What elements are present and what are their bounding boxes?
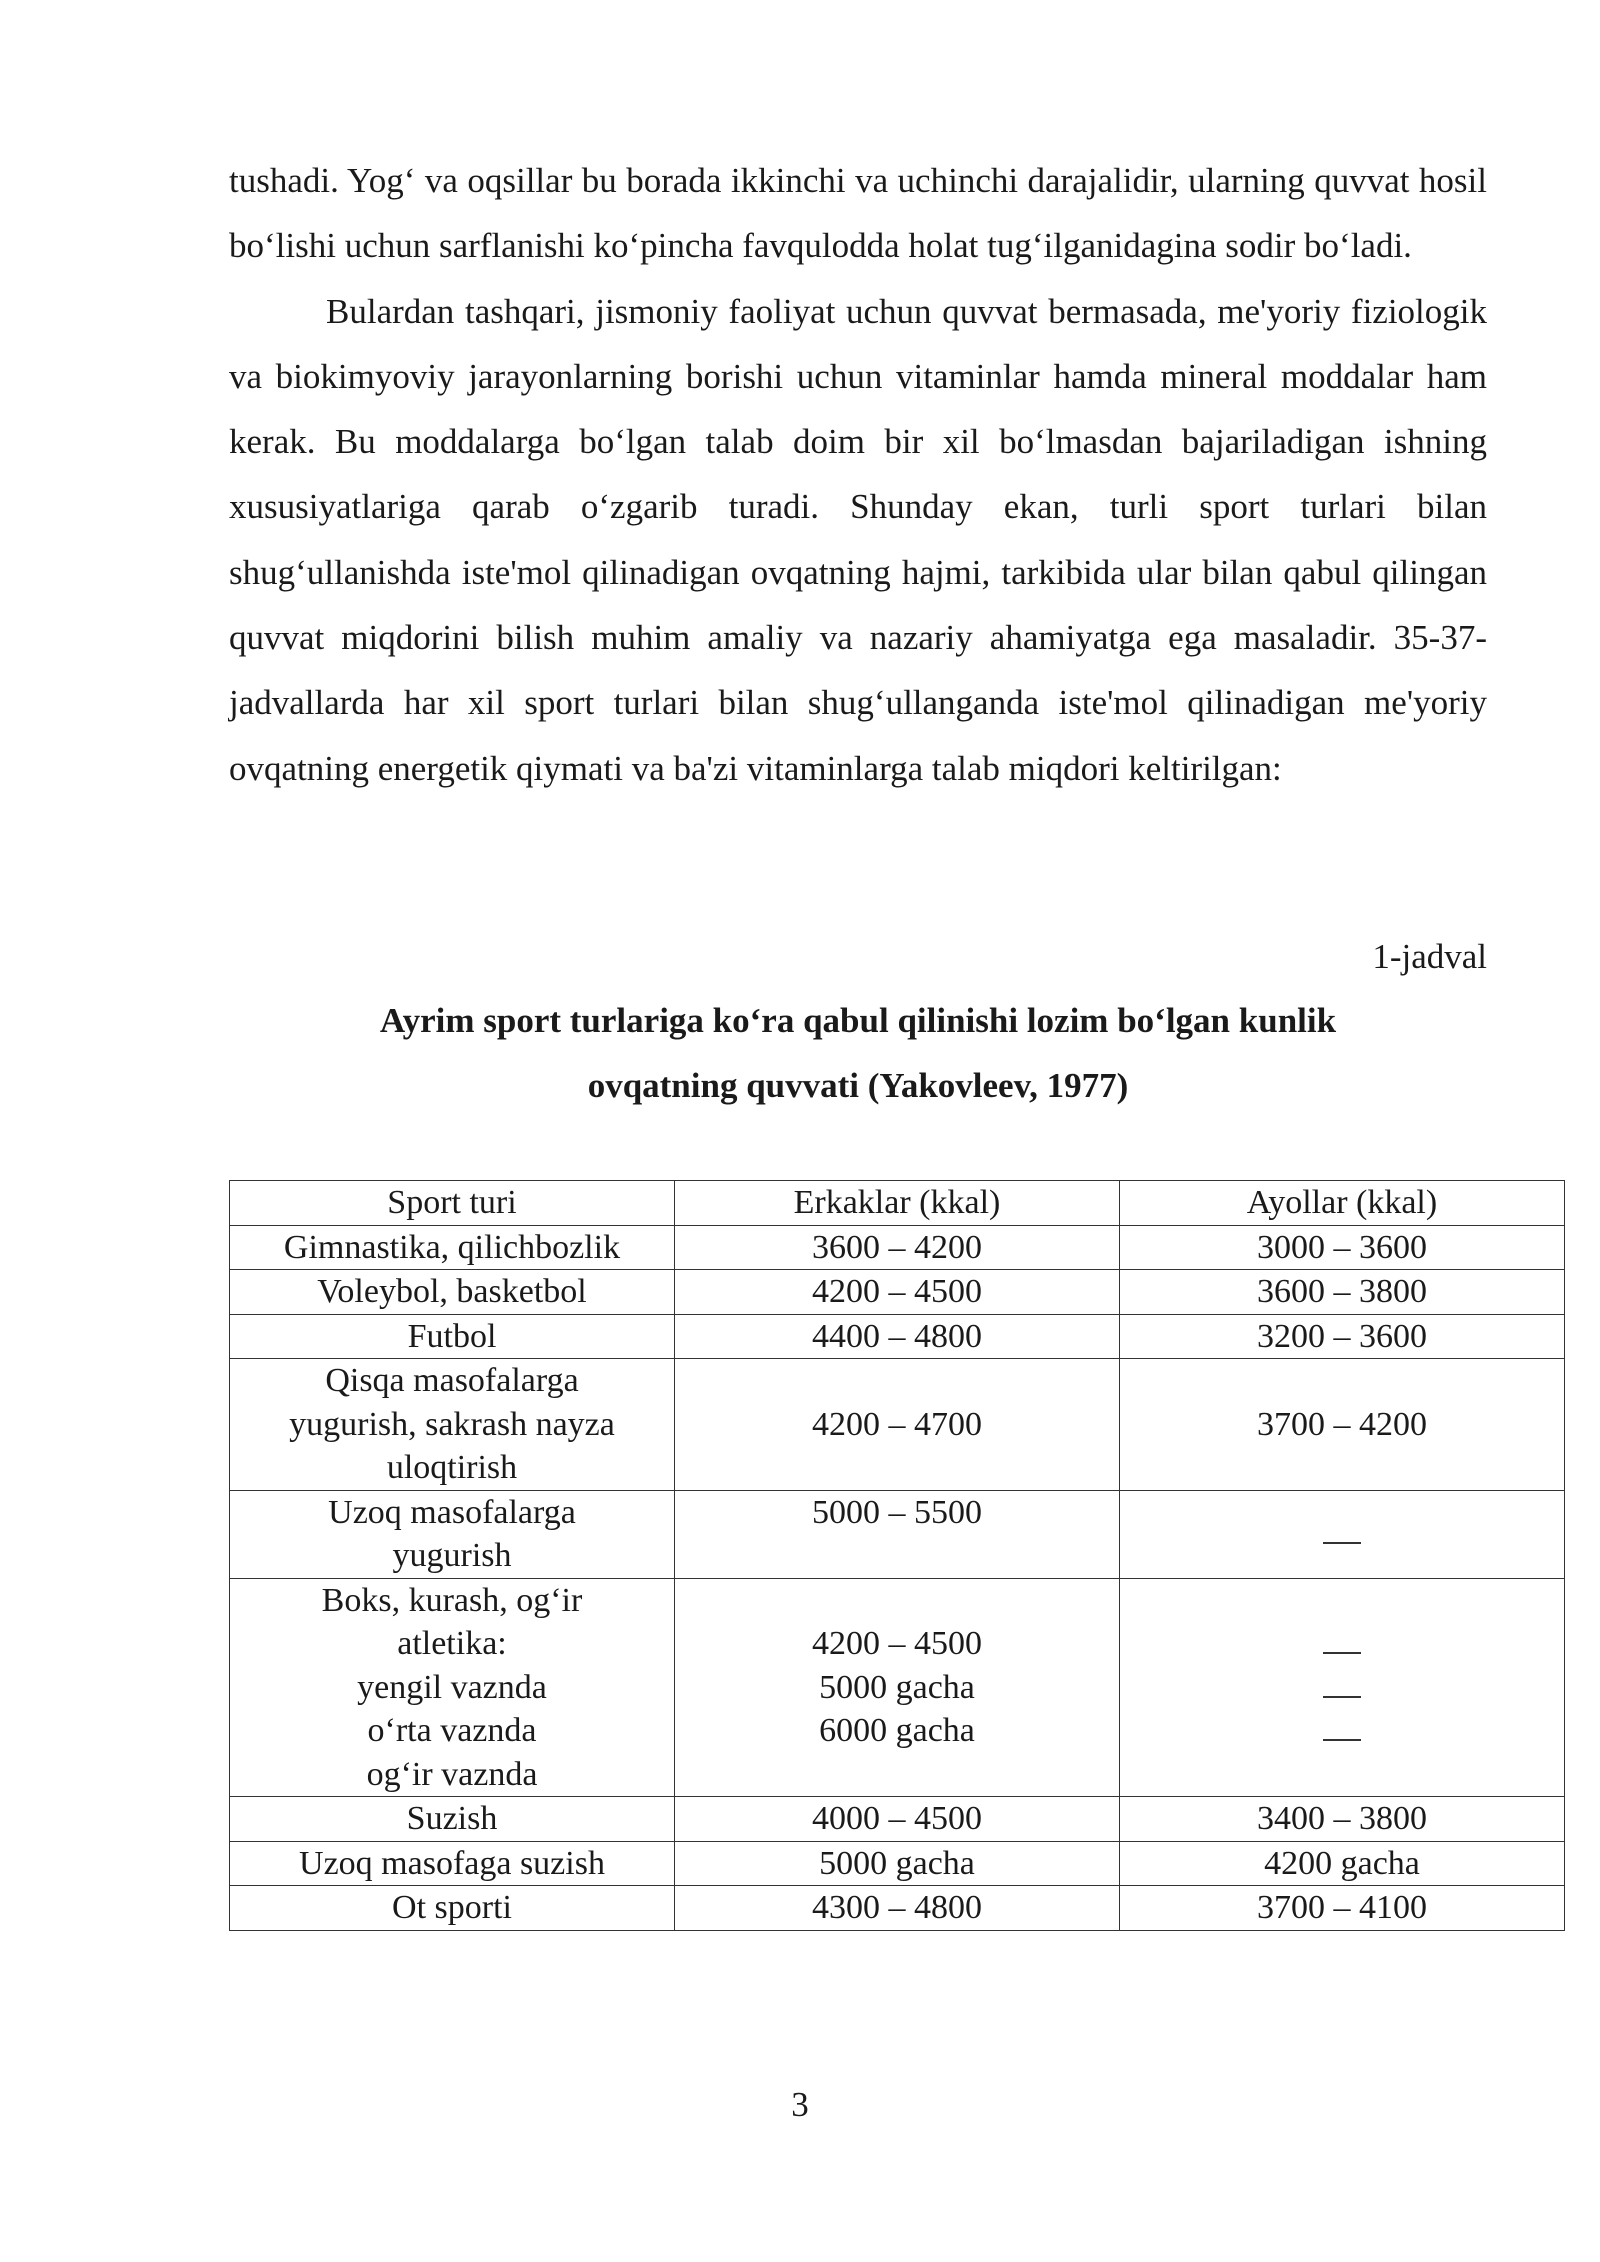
- cell-men: 3600 – 4200: [675, 1225, 1120, 1270]
- cell-women: [1120, 1490, 1565, 1578]
- dash-mark: [1323, 1524, 1361, 1544]
- table-title-line-1: Ayrim sport turlariga ko‘ra qabul qilinishi lozim bo‘lgan kunlik: [379, 1001, 1337, 1040]
- cell-sport-line: Uzoq masofalarga: [328, 1493, 576, 1531]
- body-text: [229, 148, 1487, 801]
- paragraph-continuation: tushadi. Yog‘ va oqsillar bu borada ikkinchi va uchinchi darajalidir, ularning quvvat hosil bo‘lishi uchun sarflanishi ko‘pincha favqulodda holat tug‘ilganidagina sodir bo‘ladi.: [229, 161, 1487, 266]
- cell-men-line: 5000 gacha: [819, 1668, 975, 1706]
- cell-women: 3600 – 3800: [1120, 1270, 1565, 1315]
- table-row: [230, 1490, 1565, 1578]
- cell-sport: Voleybol, basketbol: [230, 1270, 675, 1315]
- cell-sport-line: Qisqa masofalarga: [325, 1362, 579, 1399]
- cell-men: [675, 1578, 1120, 1797]
- cell-sport: [230, 1359, 675, 1491]
- cell-men: 4000 – 4500: [675, 1797, 1120, 1842]
- table-label: 1-jadval: [1372, 937, 1487, 976]
- cell-sport: Ot sporti: [230, 1886, 675, 1931]
- cell-sport-line: o‘rta vaznda: [367, 1712, 537, 1749]
- cell-sport: Futbol: [230, 1314, 675, 1359]
- cell-men: 4400 – 4800: [675, 1314, 1120, 1359]
- header-men: Erkaklar (kkal): [675, 1181, 1120, 1226]
- table-row: [230, 1270, 1565, 1315]
- table-header-row: [230, 1181, 1565, 1226]
- cell-sport-line: yengil vaznda: [357, 1668, 547, 1706]
- cell-sport: Gimnastika, qilichbozlik: [230, 1225, 675, 1270]
- cell-men: 4200 – 4700: [675, 1359, 1120, 1491]
- page-number: 3: [791, 2085, 809, 2124]
- dash-mark: [1323, 1634, 1361, 1654]
- dash-mark: [1323, 1678, 1361, 1698]
- cell-women-line: [1126, 1709, 1558, 1753]
- cell-men: 5000 gacha: [675, 1841, 1120, 1886]
- cell-women: 3400 – 3800: [1120, 1797, 1565, 1842]
- cell-sport: [230, 1490, 675, 1578]
- cell-sport-line: og‘ir vaznda: [366, 1755, 538, 1793]
- cell-men: 4200 – 4500: [675, 1270, 1120, 1315]
- table-row: [230, 1841, 1565, 1886]
- cell-men-line: 4200 – 4500: [812, 1625, 982, 1662]
- table-row: [230, 1314, 1565, 1359]
- cell-women-line: [1126, 1622, 1558, 1666]
- table-row: [230, 1359, 1565, 1491]
- dash-mark: [1323, 1721, 1361, 1741]
- cell-sport-line: Boks, kurash, og‘ir: [321, 1581, 583, 1619]
- energy-table: [229, 1180, 1565, 1931]
- cell-sport-line: yugurish, sakrash nayza: [289, 1405, 615, 1443]
- cell-sport-line: uloqtirish: [386, 1449, 518, 1486]
- cell-women-line: [1126, 1666, 1558, 1710]
- table-title-line-2: ovqatning quvvati (Yakovleev, 1977): [587, 1066, 1129, 1105]
- cell-men: 4300 – 4800: [675, 1886, 1120, 1931]
- cell-sport: Uzoq masofaga suzish: [230, 1841, 675, 1886]
- cell-women: 3700 – 4200: [1120, 1359, 1565, 1491]
- cell-men: 5000 – 5500: [675, 1490, 1120, 1578]
- header-women: Ayollar (kkal): [1120, 1181, 1565, 1226]
- cell-women: 4200 gacha: [1120, 1841, 1565, 1886]
- table-row: [230, 1886, 1565, 1931]
- cell-sport: [230, 1578, 675, 1797]
- cell-sport-line: yugurish: [392, 1537, 512, 1574]
- cell-women: 3200 – 3600: [1120, 1314, 1565, 1359]
- cell-sport-line: atletika:: [397, 1625, 507, 1662]
- table-row: [230, 1225, 1565, 1270]
- cell-women: [1120, 1578, 1565, 1797]
- cell-women: 3000 – 3600: [1120, 1225, 1565, 1270]
- header-sport: Sport turi: [230, 1181, 675, 1226]
- table-title: [229, 988, 1487, 1118]
- cell-women: 3700 – 4100: [1120, 1886, 1565, 1931]
- cell-men-line: 6000 gacha: [819, 1712, 975, 1749]
- table-row: [230, 1797, 1565, 1842]
- paragraph-vitamins: Bulardan tashqari, jismoniy faoliyat uchun quvvat bermasada, me'yoriy fiziologik va biokimyoviy jarayonlarning borishi uchun vitaminlar hamda mineral moddalar ham kerak. Bu moddalarga bo‘lgan talab doim bir xil bo‘lmasdan bajariladigan ishning xususiyatlariga qarab o‘zgarib turadi. Shunday ekan, turli sport turlari bilan shug‘ullanishda iste'mol qilinadigan ovqatning hajmi, tarkibida ular bilan qabul qilingan quvvat miqdorini bilish muhim amaliy va nazariy ahamiyatga ega masaladir. 35-37-jadvallarda har xil sport turlari bilan shug‘ullanganda iste'mol qilinadigan me'yoriy ovqatning energetik qiymati va ba'zi vitaminlarga talab miqdori keltirilgan:: [229, 291, 1487, 788]
- cell-sport: Suzish: [230, 1797, 675, 1842]
- table-row: [230, 1578, 1565, 1797]
